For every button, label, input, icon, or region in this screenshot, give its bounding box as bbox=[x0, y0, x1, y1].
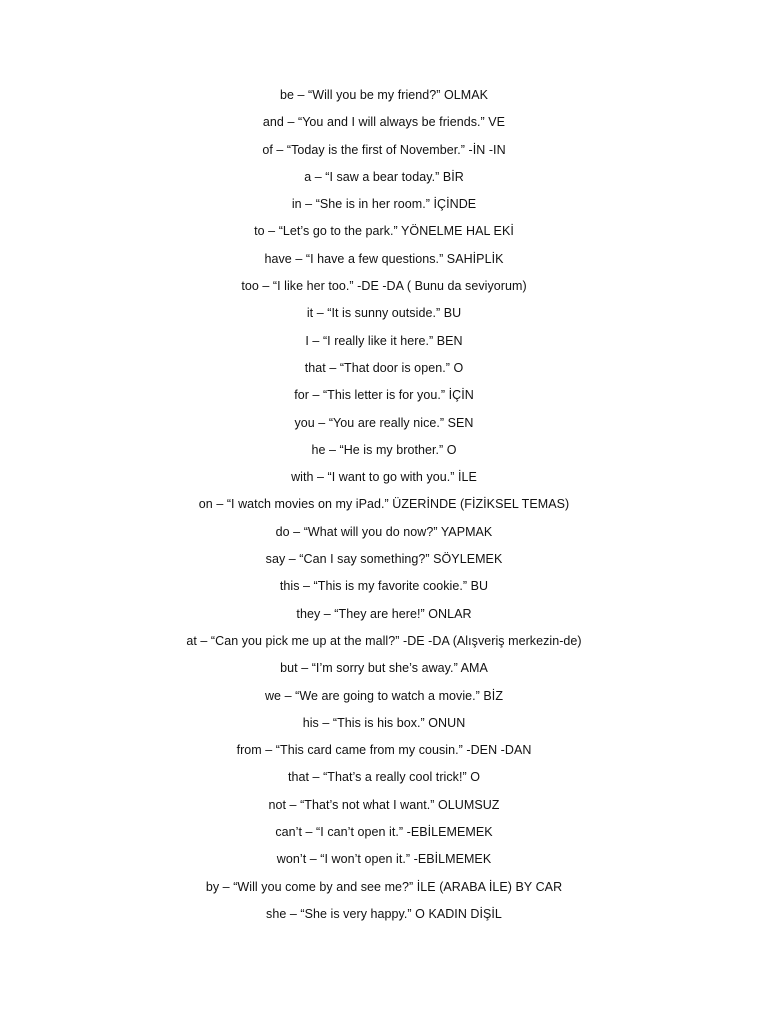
word-line: of – “Today is the first of November.” -İN -IN bbox=[262, 142, 506, 157]
word-line: that – “That’s a really cool trick!” O bbox=[287, 770, 480, 785]
word-line: it – “It is sunny outside.” BU bbox=[306, 306, 462, 321]
word-line: on – “I watch movies on my iPad.” ÜZERİNDE (FİZİKSEL TEMAS) bbox=[198, 497, 570, 512]
word-line: with – “I want to go with you.” İLE bbox=[291, 470, 477, 485]
word-line: you – “You are really nice.” SEN bbox=[294, 415, 474, 430]
word-line: and – “You and I will always be friends.” VE bbox=[262, 115, 506, 130]
word-line: his – “This is his box.” ONUN bbox=[302, 715, 466, 730]
word-line: this – “This is my favorite cookie.” BU bbox=[279, 579, 489, 594]
word-line: not – “That’s not what I want.” OLUMSUZ bbox=[268, 797, 500, 812]
word-line: won’t – “I won’t open it.” -EBİLMEMEK bbox=[276, 852, 492, 867]
word-line: we – “We are going to watch a movie.” BİZ bbox=[264, 688, 504, 703]
word-line: can’t – “I can’t open it.” -EBİLEMEMEK bbox=[275, 825, 493, 840]
word-line: do – “What will you do now?” YAPMAK bbox=[275, 524, 493, 539]
word-line: she – “She is very happy.” O KADIN DİŞİL bbox=[266, 906, 502, 921]
word-line: too – “I like her too.” -DE -DA ( Bunu da seviyorum) bbox=[241, 279, 527, 294]
word-line: from – “This card came from my cousin.” -DEN -DAN bbox=[236, 743, 532, 758]
word-line: have – “I have a few questions.” SAHİPLİK bbox=[264, 251, 504, 266]
word-line: that – “That door is open.” O bbox=[304, 360, 464, 375]
word-line: for – “This letter is for you.” İÇİN bbox=[294, 388, 474, 403]
word-line: to – “Let’s go to the park.” YÖNELME HAL EKİ bbox=[254, 224, 514, 239]
word-line: he – “He is my brother.” O bbox=[311, 442, 457, 457]
word-line: at – “Can you pick me up at the mall?” -DE -DA (Alışveriş merkezin-de) bbox=[186, 633, 582, 648]
word-line: by – “Will you come by and see me?” İLE (ARABA İLE) BY CAR bbox=[205, 879, 563, 894]
word-line: a – “I saw a bear today.” BİR bbox=[304, 169, 464, 184]
word-line: I – “I really like it here.” BEN bbox=[305, 333, 463, 348]
word-line: in – “She is in her room.” İÇİNDE bbox=[291, 197, 477, 212]
word-line: but – “I’m sorry but she’s away.” AMA bbox=[280, 661, 488, 676]
word-line: say – “Can I say something?” SÖYLEMEK bbox=[265, 552, 503, 567]
word-line: they – “They are here!” ONLAR bbox=[296, 606, 472, 621]
word-list bbox=[0, 82, 768, 928]
word-line: be – “Will you be my friend?” OLMAK bbox=[279, 88, 489, 102]
